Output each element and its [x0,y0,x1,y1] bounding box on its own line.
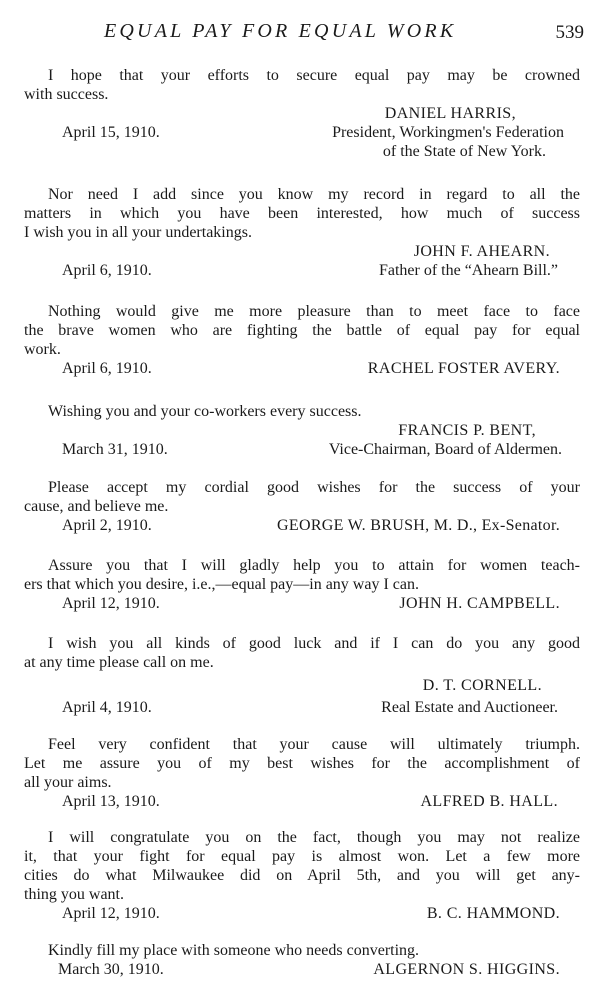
letter-text-line: Let me assure you of my best wishes for the accomplishment of [24,755,580,772]
letter-date: April 12, 1910. [62,905,160,922]
letter-entry-higgins [24,941,580,979]
letter-text-line: Wishing you and your co-workers every success. [48,403,362,420]
letter-text-line: cause, and believe me. [24,498,169,515]
letter-entry-harris [24,66,580,161]
letter-text-line: I wish you in all your undertakings. [24,224,252,241]
letter-text-line: Nothing would give me more pleasure than to meet face to face [48,303,580,320]
signatory-name: DANIEL HARRIS, [384,105,516,122]
letter-date: March 31, 1910. [62,441,168,458]
signatory-name: RACHEL FOSTER AVERY. [367,360,560,377]
letter-date: April 2, 1910. [62,517,152,534]
letter-entry-avery [24,302,580,378]
letter-date: April 15, 1910. [62,124,160,141]
letter-text-line: Kindly fill my place with someone who needs converting. [48,942,420,959]
signatory-name: JOHN H. CAMPBELL. [399,595,560,612]
letter-date: April 13, 1910. [62,793,160,810]
running-title: EQUAL PAY FOR EQUAL WORK [104,20,457,42]
letter-entry-cornell [24,634,580,717]
page-number: 539 [555,22,584,43]
signatory-name: B. C. HAMMOND. [426,905,560,922]
letter-text-line: matters in which you have been interested, how much of success [24,205,580,222]
signatory-title: of the State of New York. [382,143,546,160]
letter-text-line: cities do what Milwaukee did on April 5th, and you will get any- [24,867,580,884]
letter-entry-ahearn [24,185,580,280]
running-header [0,20,606,50]
letter-text-line: Assure you that I will gladly help you to attain for women teach- [48,557,580,574]
letter-text-line: Please accept my cordial good wishes for the success of your [48,479,580,496]
signatory-title: Vice-Chairman, Board of Aldermen. [328,441,562,458]
signatory-title: Father of the “Ahearn Bill.” [378,262,558,279]
letter-text-line: all your aims. [24,774,112,791]
letter-text-line: thing you want. [24,886,124,903]
letter-date: April 6, 1910. [62,262,152,279]
signatory-title: President, Workingmen's Federation [332,124,564,141]
signatory-name: ALFRED B. HALL. [420,793,558,810]
letter-entry-hall [24,735,580,811]
letter-entry-brush [24,478,580,535]
signatory-title: Real Estate and Auctioneer. [381,699,558,716]
letter-text-line: ers that which you desire, i.e.,—equal pay—in any way I can. [24,576,419,593]
signatory-name: GEORGE W. BRUSH, M. D., Ex-Senator. [277,517,560,534]
letter-date: April 4, 1910. [62,699,152,716]
signatory-name: ALGERNON S. HIGGINS. [373,961,560,978]
signatory-name: FRANCIS P. BENT, [398,422,536,439]
letter-text-line: I hope that your efforts to secure equal pay may be crowned [48,67,580,84]
letter-date: March 30, 1910. [58,961,164,978]
letter-date: April 12, 1910. [62,595,160,612]
letter-entry-bent [24,402,580,459]
letter-text-line: I will congratulate you on the fact, though you may not realize [48,829,580,846]
letter-date: April 6, 1910. [62,360,152,377]
letter-entry-campbell [24,556,580,613]
letter-text-line: at any time please call on me. [24,654,214,671]
letter-text-line: the brave women who are fighting the battle of equal pay for equal [24,322,580,339]
signatory-name: JOHN F. AHEARN. [413,243,550,260]
letter-text-line: it, that your fight for equal pay is almost won. Let a few more [24,848,580,865]
letter-text-line: Nor need I add since you know my record in regard to all the [48,186,580,203]
letter-text-line: with success. [24,86,109,103]
letter-text-line: Feel very confident that your cause will ultimately triumph. [48,736,580,753]
signatory-name: D. T. CORNELL. [422,677,542,694]
letter-text-line: I wish you all kinds of good luck and if I can do you any good [48,635,580,652]
letter-entry-hammond [24,828,580,923]
letter-text-line: work. [24,341,61,358]
